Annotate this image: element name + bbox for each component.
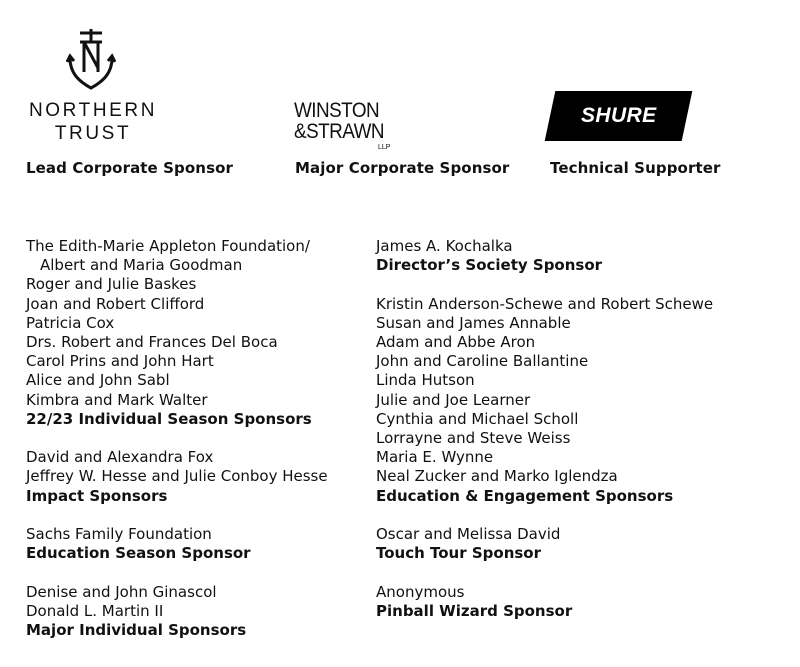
sponsor-name: David and Alexandra Fox xyxy=(26,448,214,467)
sponsor-name: Lorrayne and Steve Weiss xyxy=(376,429,571,448)
winston-strawn-wordmark-line2: &STRAWN xyxy=(294,120,385,143)
sponsor-name: Maria E. Wynne xyxy=(376,448,494,467)
sponsor-name: Albert and Maria Goodman xyxy=(40,256,243,275)
shure-logo xyxy=(545,91,693,141)
sponsor-group xyxy=(26,448,366,506)
northern-trust-wordmark-line2: TRUST xyxy=(54,123,132,144)
winston-strawn-llp: LLP xyxy=(378,144,391,151)
sponsor-group-title: Pinball Wizard Sponsor xyxy=(376,601,573,620)
sponsor-name: Neal Zucker and Marko Iglendza xyxy=(376,467,618,486)
sponsor-name: Anonymous xyxy=(376,582,465,601)
sponsor-name: Susan and James Annable xyxy=(376,313,571,332)
sponsor-name: Donald L. Martin II xyxy=(26,601,164,620)
lead-corporate-sponsor-label: Lead Corporate Sponsor xyxy=(26,159,234,177)
sponsor-group xyxy=(26,237,366,429)
sponsor-group xyxy=(376,295,776,506)
sponsor-name: The Edith-Marie Appleton Foundation/ xyxy=(26,237,310,255)
sponsor-name: Drs. Robert and Frances Del Boca xyxy=(26,333,278,352)
sponsor-group-title: Impact Sponsors xyxy=(26,486,168,505)
sponsor-name: Sachs Family Foundation xyxy=(26,525,212,544)
sponsor-group-title: Education & Engagement Sponsors xyxy=(376,486,674,505)
sponsor-name: Julie and Joe Learner xyxy=(376,390,531,409)
technical-supporter-label: Technical Supporter xyxy=(550,159,721,177)
sponsor-name: Linda Hutson xyxy=(376,371,475,390)
sponsor-name: John and Caroline Ballantine xyxy=(376,352,589,371)
sponsor-name: Cynthia and Michael Scholl xyxy=(376,409,579,428)
sponsor-group-title: Major Individual Sponsors xyxy=(26,621,247,640)
sponsor-list-right xyxy=(376,237,776,640)
sponsor-name: Roger and Julie Baskes xyxy=(26,275,197,294)
sponsor-name: Joan and Robert Clifford xyxy=(26,294,205,313)
sponsor-group xyxy=(376,525,776,563)
sponsor-list-left xyxy=(26,237,366,659)
sponsor-name: Oscar and Melissa David xyxy=(376,525,561,544)
sponsor-group xyxy=(26,525,366,563)
sponsor-name: James A. Kochalka xyxy=(376,237,513,255)
major-corporate-sponsor-label: Major Corporate Sponsor xyxy=(295,159,510,177)
sponsor-name: Kimbra and Mark Walter xyxy=(26,390,208,409)
anchor-icon xyxy=(66,28,116,90)
sponsor-name: Alice and John Sabl xyxy=(26,371,170,390)
sponsor-group xyxy=(376,237,776,275)
sponsor-group xyxy=(376,583,776,621)
winston-strawn-wordmark-line1: WINSTON xyxy=(294,99,380,122)
shure-wordmark: SHURE xyxy=(580,104,657,127)
sponsor-group xyxy=(26,583,366,641)
northern-trust-wordmark-line1: NORTHERN xyxy=(28,100,158,121)
sponsor-name: Kristin Anderson-Schewe and Robert Schewe xyxy=(376,294,714,313)
sponsor-group-title: Touch Tour Sponsor xyxy=(376,544,542,563)
sponsor-name: Adam and Abbe Aron xyxy=(376,333,536,351)
sponsor-name: Jeffrey W. Hesse and Julie Conboy Hesse xyxy=(26,467,328,486)
winston-strawn-logo xyxy=(294,98,404,156)
sponsor-group-title: Education Season Sponsor xyxy=(26,544,251,563)
sponsor-name: Carol Prins and John Hart xyxy=(26,352,214,371)
sponsor-group-title: Director’s Society Sponsor xyxy=(376,256,603,275)
sponsor-group-title: 22/23 Individual Season Sponsors xyxy=(26,409,312,428)
sponsor-name: Patricia Cox xyxy=(26,313,115,332)
sponsor-name: Denise and John Ginascol xyxy=(26,582,217,601)
